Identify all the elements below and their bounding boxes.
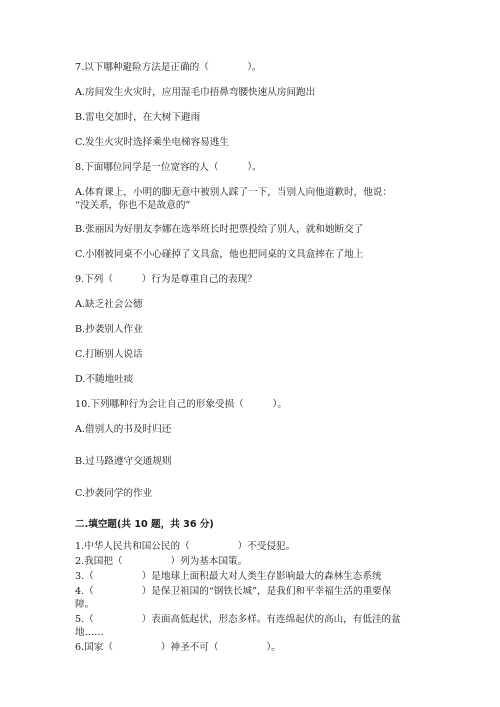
question-10-option-c: C.抄袭同学的作业	[75, 488, 153, 499]
question-9-option-c: C.打断别人说话	[75, 349, 143, 360]
question-7-option-b: B.雷电交加时，在大树下避雨	[75, 112, 201, 123]
fill-item-1: 1.中华人民共和国公民的（ ）不受侵犯。	[75, 541, 296, 552]
question-7-option-a: A.房间发生火灾时，应用湿毛巾捂鼻弯腰快速从房间跑出	[75, 87, 316, 98]
question-9-option-d: D.不随地吐痰	[75, 374, 134, 385]
fill-item-5-line1: 5.（ ）表面高低起伏，形态多样。有连绵起伏的高山，有低洼的盆	[75, 614, 401, 625]
fill-item-2: 2.我国把（ ）列为基本国策。	[75, 556, 248, 567]
question-9-option-b: B.抄袭别人作业	[75, 324, 143, 335]
question-8-option-b: B.张丽因为好朋友李娜在选举班长时把票投给了别人，就和她断交了	[75, 224, 364, 235]
question-9-option-a: A.缺乏社会公德	[75, 299, 143, 310]
fill-item-6: 6.国家（ ）神圣不可（ ）。	[75, 642, 281, 653]
question-8-option-a-line2: “没关系，你也不是故意的”	[75, 200, 191, 211]
question-7-stem: 7.以下哪种避险方法是正确的（ ）。	[75, 62, 262, 73]
question-8-option-c: C.小刚被同桌不小心碰掉了文具盒，他也把同桌的文具盒摔在了地上	[75, 249, 364, 260]
question-10-stem: 10.下列哪种行为会让自己的形象受损（ ）。	[75, 399, 287, 410]
fill-item-4-line1: 4.（ ）是保卫祖国的“钢铁长城”，是我们和平幸福生活的重要保	[75, 586, 392, 597]
question-10-option-b: B.过马路遵守交通规则	[75, 456, 172, 467]
question-9-stem: 9.下列（ ）行为是尊重自己的表现？	[75, 274, 257, 285]
fill-item-3: 3.（ ）是地球上面积最大对人类生存影响最大的森林生态系统	[75, 571, 382, 582]
question-7-option-c: C.发生火灾时选择乘坐电梯容易逃生	[75, 137, 229, 148]
question-10-option-a: A.借别人的书及时归还	[75, 424, 172, 435]
fill-item-4-line2: 障。	[75, 599, 95, 610]
question-8-stem: 8.下面哪位同学是一位宽容的人（ ）。	[75, 162, 262, 173]
question-8-option-a-line1: A.体育课上，小明的脚无意中被别人踩了一下，当别人向他道歉时，他说：	[75, 187, 392, 198]
section-heading: 二.填空题(共 10 题，共 36 分)	[75, 519, 214, 530]
fill-item-5-line2: 地……	[75, 627, 104, 638]
